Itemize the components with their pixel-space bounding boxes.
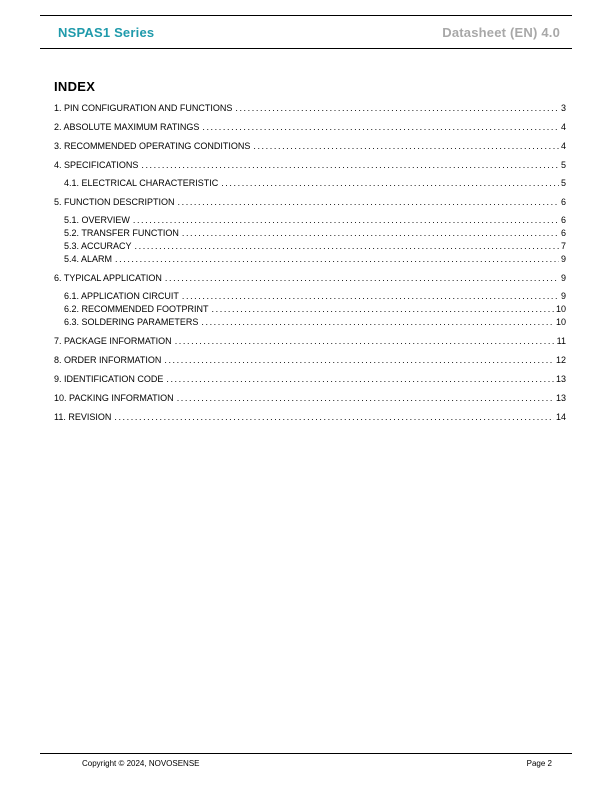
toc-entry-page: 6 — [560, 228, 566, 238]
toc-entry-label: 1. PIN CONFIGURATION AND FUNCTIONS — [54, 103, 233, 113]
toc-leader-dots — [201, 318, 554, 327]
toc-entry-label: 5.2. TRANSFER FUNCTION — [64, 228, 179, 238]
toc-entry-page: 9 — [560, 254, 566, 264]
toc-entry[interactable] — [54, 318, 566, 327]
toc-leader-dots — [141, 161, 559, 170]
toc-entry-label: 3. RECOMMENDED OPERATING CONDITIONS — [54, 141, 251, 151]
toc-entry[interactable] — [54, 274, 566, 283]
toc-entry-page: 3 — [560, 103, 566, 113]
toc-entry[interactable] — [54, 394, 566, 403]
toc-entry-page: 5 — [560, 160, 566, 170]
toc-entry-page: 6 — [560, 215, 566, 225]
toc-entry[interactable] — [54, 337, 566, 346]
toc-leader-dots — [202, 123, 559, 132]
toc-entry[interactable] — [54, 356, 566, 365]
toc-leader-dots — [135, 242, 559, 251]
header-bottom-rule — [40, 48, 572, 49]
toc-entry-label: 5. FUNCTION DESCRIPTION — [54, 197, 175, 207]
toc-entry-page: 14 — [555, 412, 566, 422]
page-body — [54, 79, 566, 422]
datasheet-page — [0, 15, 612, 807]
series-title: NSPAS1 Series — [58, 25, 155, 40]
toc-entry[interactable] — [54, 123, 566, 132]
toc-entry-page: 13 — [555, 374, 566, 384]
toc-entry-label: 4. SPECIFICATIONS — [54, 160, 139, 170]
toc-entry-label: 5.4. ALARM — [64, 254, 113, 264]
toc-entry-label: 2. ABSOLUTE MAXIMUM RATINGS — [54, 122, 200, 132]
toc-entry-label: 5.3. ACCURACY — [64, 241, 132, 251]
toc-entry-label: 11. REVISION — [54, 412, 112, 422]
toc-entry-page: 6 — [560, 197, 566, 207]
toc-entry-page: 5 — [560, 178, 566, 188]
page-header — [40, 15, 572, 49]
toc-entry-label: 5.1. OVERVIEW — [64, 215, 130, 225]
table-of-contents — [54, 104, 566, 422]
toc-leader-dots — [177, 394, 554, 403]
toc-entry-page: 13 — [555, 393, 566, 403]
toc-entry-page: 9 — [560, 273, 566, 283]
toc-entry-page: 9 — [560, 291, 566, 301]
toc-entry-page: 11 — [556, 336, 566, 346]
toc-entry[interactable] — [54, 375, 566, 384]
index-title: INDEX — [54, 79, 96, 94]
toc-entry-label: 6.2. RECOMMENDED FOOTPRINT — [64, 304, 209, 314]
toc-entry[interactable] — [54, 216, 566, 225]
toc-entry-label: 9. IDENTIFICATION CODE — [54, 374, 164, 384]
toc-leader-dots — [253, 142, 559, 151]
toc-entry-label: 6. TYPICAL APPLICATION — [54, 273, 162, 283]
toc-entry-page: 10 — [555, 317, 566, 327]
toc-entry-label: 10. PACKING INFORMATION — [54, 393, 174, 403]
toc-entry-label: 6.1. APPLICATION CIRCUIT — [64, 291, 179, 301]
toc-leader-dots — [212, 305, 554, 314]
toc-leader-dots — [165, 274, 559, 283]
page-number: Page 2 — [526, 759, 552, 768]
toc-entry[interactable] — [54, 198, 566, 207]
toc-entry[interactable] — [54, 292, 566, 301]
toc-leader-dots — [114, 413, 554, 422]
toc-entry[interactable] — [54, 229, 566, 238]
footer-row — [40, 754, 572, 768]
datasheet-version-label: Datasheet (EN) 4.0 — [442, 25, 560, 40]
toc-leader-dots — [164, 356, 554, 365]
toc-leader-dots — [166, 375, 554, 384]
toc-leader-dots — [182, 292, 559, 301]
toc-entry-label: 8. ORDER INFORMATION — [54, 355, 162, 365]
toc-leader-dots — [178, 198, 559, 207]
toc-entry[interactable] — [54, 413, 566, 422]
toc-entry[interactable] — [54, 179, 566, 188]
toc-entry-page: 10 — [555, 304, 566, 314]
toc-entry-page: 4 — [560, 122, 566, 132]
copyright-text: Copyright © 2024, NOVOSENSE — [82, 759, 200, 768]
toc-leader-dots — [115, 255, 559, 264]
toc-entry[interactable] — [54, 142, 566, 151]
toc-leader-dots — [235, 104, 559, 113]
toc-entry[interactable] — [54, 104, 566, 113]
toc-entry-page: 4 — [560, 141, 566, 151]
page-footer — [40, 753, 572, 768]
toc-entry[interactable] — [54, 305, 566, 314]
header-row — [40, 16, 572, 48]
toc-leader-dots — [175, 337, 555, 346]
toc-leader-dots — [133, 216, 559, 225]
toc-entry[interactable] — [54, 161, 566, 170]
toc-entry[interactable] — [54, 242, 566, 251]
toc-entry-label: 4.1. ELECTRICAL CHARACTERISTIC — [64, 178, 219, 188]
toc-entry[interactable] — [54, 255, 566, 264]
toc-leader-dots — [182, 229, 559, 238]
toc-leader-dots — [221, 179, 559, 188]
toc-entry-page: 7 — [560, 241, 566, 251]
toc-entry-page: 12 — [555, 355, 566, 365]
toc-entry-label: 7. PACKAGE INFORMATION — [54, 336, 172, 346]
toc-entry-label: 6.3. SOLDERING PARAMETERS — [64, 317, 199, 327]
